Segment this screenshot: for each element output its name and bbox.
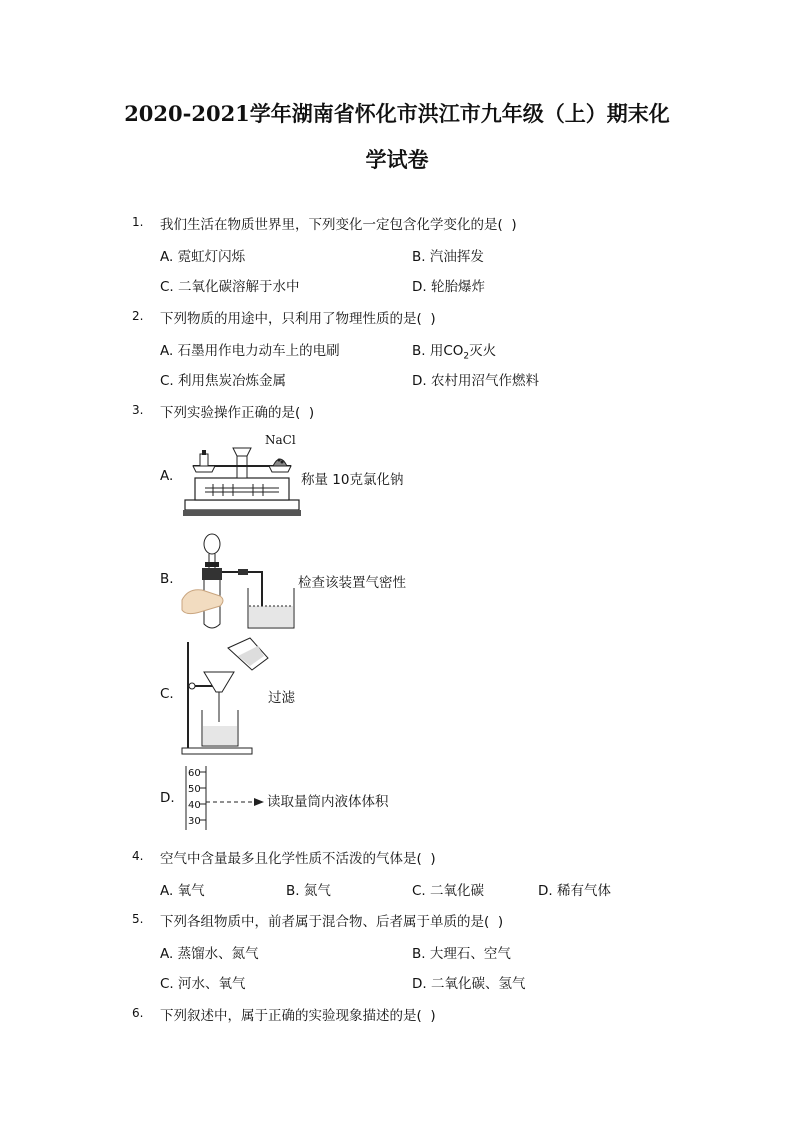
option-c-caption: 过滤 (268, 690, 295, 706)
question-text: 下列实验操作正确的是( ) (160, 405, 315, 421)
question-number: 3. (132, 403, 144, 417)
option-c: C. 河水、氧气 (160, 976, 246, 992)
option-c-letter: C. (160, 686, 174, 702)
question-text: 下列物质的用途中，只利用了物理性质的是( ) (160, 311, 436, 327)
question-number: 2. (132, 309, 144, 323)
option-d-letter: D. (160, 790, 175, 806)
option-a: A. 霓虹灯闪烁 (160, 249, 246, 265)
tick-label: 50 (188, 784, 201, 795)
option-d: D. 农村用沼气作燃料 (412, 373, 539, 389)
option-b-suffix: 灭火 (469, 343, 497, 359)
page-title: 2020-2021学年湖南省怀化市洪江市九年级（上）期末化 (124, 101, 670, 126)
graduated-cylinder-diagram (182, 764, 268, 832)
option-c: C. 二氧化碳溶解于水中 (160, 279, 300, 295)
option-d-caption: 读取量筒内液体体积 (267, 794, 389, 810)
question-number: 1. (132, 215, 144, 229)
tick-label: 30 (188, 816, 201, 827)
option-b-caption: 检查该装置气密性 (298, 575, 406, 591)
filtration-apparatus-diagram (178, 634, 274, 758)
option-b (412, 339, 496, 362)
airtightness-apparatus-diagram (180, 530, 300, 632)
option-d: D. 稀有气体 (538, 883, 611, 899)
question-number: 4. (132, 849, 144, 863)
option-b-letter: B. (160, 571, 174, 587)
nacl-label: NaCl (265, 433, 296, 447)
page-title-continued: 学试卷 (365, 147, 429, 172)
option-b: B. 氮气 (286, 883, 331, 899)
question-text: 下列各组物质中，前者属于混合物、后者属于单质的是( ) (160, 914, 504, 930)
co2-formula: CO (443, 343, 464, 359)
co2-subscript: 2 (463, 351, 470, 362)
option-a-letter: A. (160, 468, 174, 484)
question-text: 我们生活在物质世界里，下列变化一定包含化学变化的是( ) (160, 217, 517, 233)
tick-label: 60 (188, 768, 201, 779)
option-b: B. 大理石、空气 (412, 946, 511, 962)
option-b: B. 汽油挥发 (412, 249, 484, 265)
option-c: C. 二氧化碳 (412, 883, 485, 899)
tick-label: 40 (188, 800, 201, 811)
question-number: 6. (132, 1006, 144, 1020)
option-a: A. 氧气 (160, 883, 205, 899)
eye-icon (254, 798, 264, 806)
option-a: A. 石墨用作电力动车上的电刷 (160, 343, 340, 359)
question-text: 下列叙述中，属于正确的实验现象描述的是( ) (160, 1008, 436, 1024)
option-a-caption: 称量 10克氯化钠 (301, 472, 404, 488)
option-d: D. 二氧化碳、氢气 (412, 976, 526, 992)
option-b-prefix: B. 用 (412, 343, 444, 359)
question-number: 5. (132, 912, 144, 926)
option-a: A. 蒸馏水、氮气 (160, 946, 259, 962)
balance-scale-diagram (183, 428, 303, 522)
option-d: D. 轮胎爆炸 (412, 279, 485, 295)
question-text: 空气中含量最多且化学性质不活泼的气体是( ) (160, 851, 436, 867)
option-c: C. 利用焦炭冶炼金属 (160, 373, 287, 389)
